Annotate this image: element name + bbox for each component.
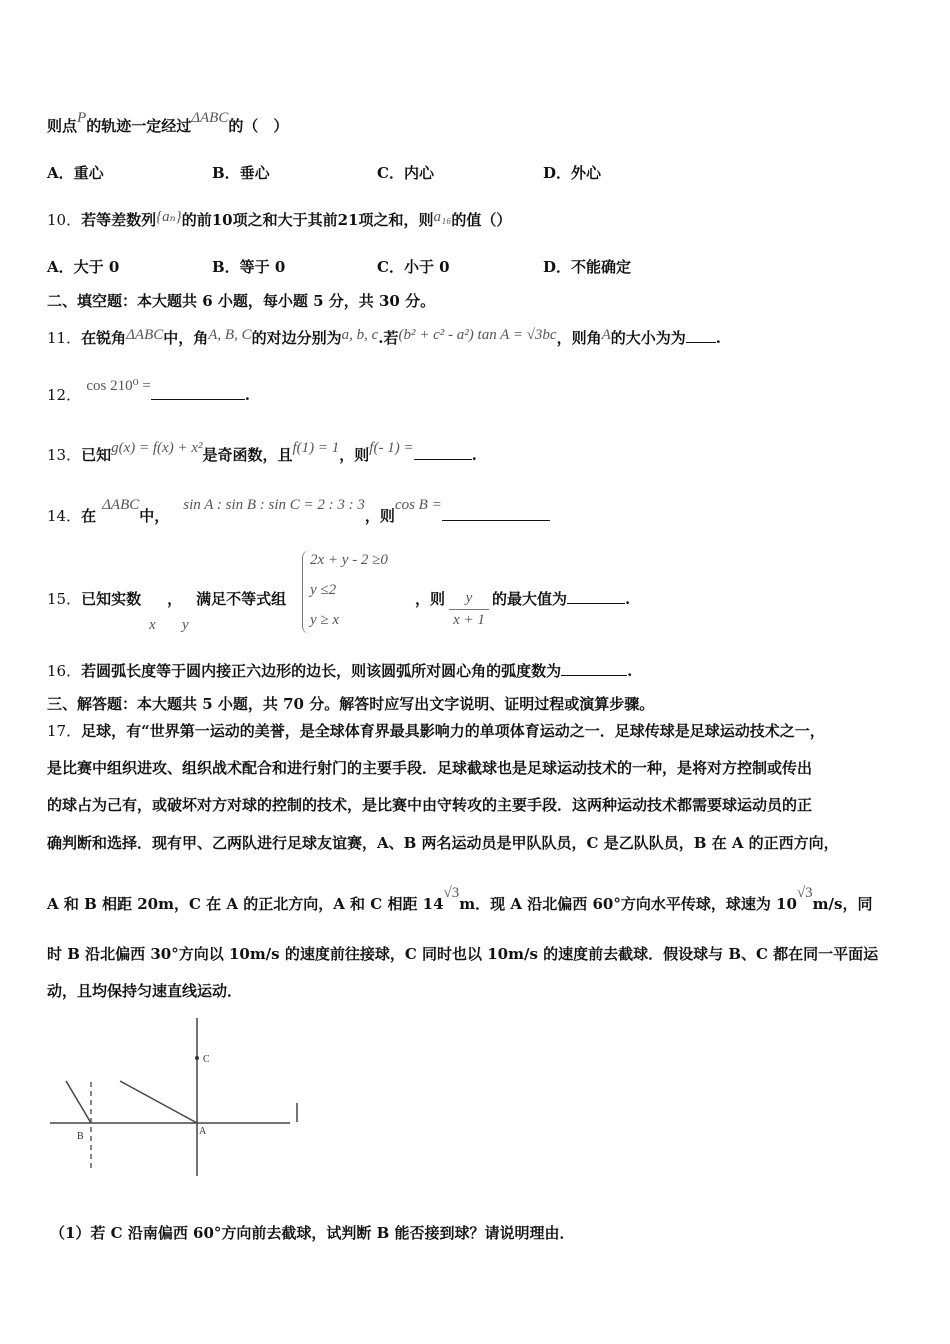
math-sine-ratio: sin A : sin B : sin C = 2 : 3 : 3 bbox=[183, 497, 365, 513]
label-a: A bbox=[199, 1126, 207, 1137]
fraction-denominator: x + 1 bbox=[453, 612, 485, 628]
section-3-heading: 三、解答题：本大题共 5 小题，共 70 分。解答时应写出文字说明、证明过程或演算步骤。 bbox=[47, 695, 655, 713]
math-p: P bbox=[77, 110, 87, 126]
math-sequence: {aₙ} bbox=[156, 209, 182, 225]
math-g-definition: g(x) = f(x) + x² bbox=[111, 440, 203, 456]
label-b: B bbox=[77, 1131, 84, 1142]
pass-direction-line bbox=[120, 1081, 197, 1123]
q9-option-b[interactable]: B．垂心 bbox=[212, 164, 270, 182]
fraction-numerator: y bbox=[465, 590, 473, 606]
math-cos210: cos 210⁰ = bbox=[86, 378, 151, 394]
q17-line-5: A 和 B 相距 20m，C 在 A 的正北方向，A 和 C 相距 14√3m．现 A 沿北偏西 60°方向水平传球，球速为 10√3m/s，同 bbox=[47, 885, 873, 913]
q10-option-b[interactable]: B．等于 0 bbox=[212, 258, 286, 276]
q17-line-4: 确判断和选择．现有甲、乙两队进行足球友谊赛，A、B 两名运动员是甲队队员，C 是乙队队员，B 在 A 的正西方向， bbox=[47, 834, 839, 852]
math-angles: A, B, C bbox=[208, 327, 252, 343]
math-y: y bbox=[182, 617, 189, 633]
q9-option-c[interactable]: C．内心 bbox=[377, 164, 434, 182]
q10-option-d[interactable]: D．不能确定 bbox=[543, 258, 632, 276]
q10-option-c[interactable]: C．小于 0 bbox=[377, 258, 450, 276]
math-sqrt3: √3 bbox=[796, 885, 813, 901]
q9-option-d[interactable]: D．外心 bbox=[543, 164, 602, 182]
inequality-3: y ≥ x bbox=[310, 612, 340, 628]
q10-stem: 10．若等差数列{aₙ}的前10项之和大于其前21项之和，则a₁₆的值（） bbox=[47, 209, 512, 229]
q9-option-a[interactable]: A．重心 bbox=[47, 164, 104, 182]
q17-line-7: 动，且均保持匀速直线运动． bbox=[47, 982, 243, 1000]
q17-part-1: （1）若 C 沿南偏西 60°方向前去截球，试判断 B 能否接到球？请说明理由． bbox=[50, 1224, 575, 1242]
inequality-2: y ≤2 bbox=[310, 582, 337, 598]
inequality-1: 2x + y - 2 ≥0 bbox=[310, 552, 388, 568]
math-equation: (b² + c² - a²) tan A = √3bc bbox=[398, 327, 557, 343]
b-direction-line bbox=[66, 1081, 91, 1123]
q10-option-a[interactable]: A．大于 0 bbox=[47, 258, 120, 276]
q17-line-1: 17．足球，有“世界第一运动的美誉，是全球体育界最具影响力的单项体育运动之一．足球传球是足球运动技术之一， bbox=[47, 722, 825, 740]
q13-stem: 13．已知g(x) = f(x) + x²是奇函数，且f(1) = 1，则f(- 1) = . bbox=[47, 440, 477, 464]
math-cosb: cos B = bbox=[394, 497, 442, 513]
q15-then: ，则 bbox=[415, 590, 446, 608]
math-triangle: ΔABC bbox=[102, 497, 140, 513]
point-c bbox=[195, 1056, 199, 1060]
q17-line-3: 的球占为己有，或破坏对方对球的控制的技术，是比赛中由守转攻的主要手段．这两种运动技术都需要球运动员的正 bbox=[47, 796, 813, 814]
label-c: C bbox=[203, 1054, 210, 1065]
q9-stem: 则点P的轨迹一定经过ΔABC的（ ） bbox=[47, 110, 289, 135]
math-f1: f(1) = 1 bbox=[292, 440, 340, 456]
math-sqrt3: √3 bbox=[443, 885, 460, 901]
q15-stem: 15．已知实数 ， 满足不等式组 bbox=[47, 590, 287, 608]
section-2-heading: 二、填空题：本大题共 6 小题，每小题 5 分，共 30 分。 bbox=[47, 292, 436, 310]
math-angle-a: A bbox=[601, 327, 611, 343]
q17-line-2: 是比赛中组织进攻、组织战术配合和进行射门的主要手段．足球截球也是足球运动技术的一种，是将对方控制或传出 bbox=[47, 759, 813, 777]
math-triangle: ΔABC bbox=[126, 327, 164, 343]
math-a16: a₁₆ bbox=[433, 209, 452, 225]
math-sides: a, b, c bbox=[341, 327, 379, 343]
q16-stem: 16．若圆弧长度等于圆内接正六边形的边长，则该圆弧所对圆心角的弧度数为 . bbox=[47, 662, 633, 680]
q12-stem: 12． cos 210⁰ = . bbox=[47, 378, 251, 404]
q15-ask: 的最大值为 . bbox=[492, 590, 631, 608]
q14-stem: 14．在ΔABC中，sin A : sin B : sin C = 2 : 3 : 3，则cos B = bbox=[47, 505, 550, 526]
q17-line-6: 时 B 沿北偏西 30°方向以 10m/s 的速度前往接球，C 同时也以 10m/s 的速度前去截球．假设球与 B、C 都在同一平面运 bbox=[47, 945, 879, 963]
math-triangle: ΔABC bbox=[191, 110, 229, 126]
math-f-neg1: f(- 1) = bbox=[369, 440, 414, 456]
math-x: x bbox=[149, 617, 156, 633]
q11-stem: 11．在锐角ΔABC中，角A, B, C的对边分别为a, b, c.若(b² + c² - a²) tan A = √3bc，则角A的大小为为 . bbox=[47, 327, 722, 347]
